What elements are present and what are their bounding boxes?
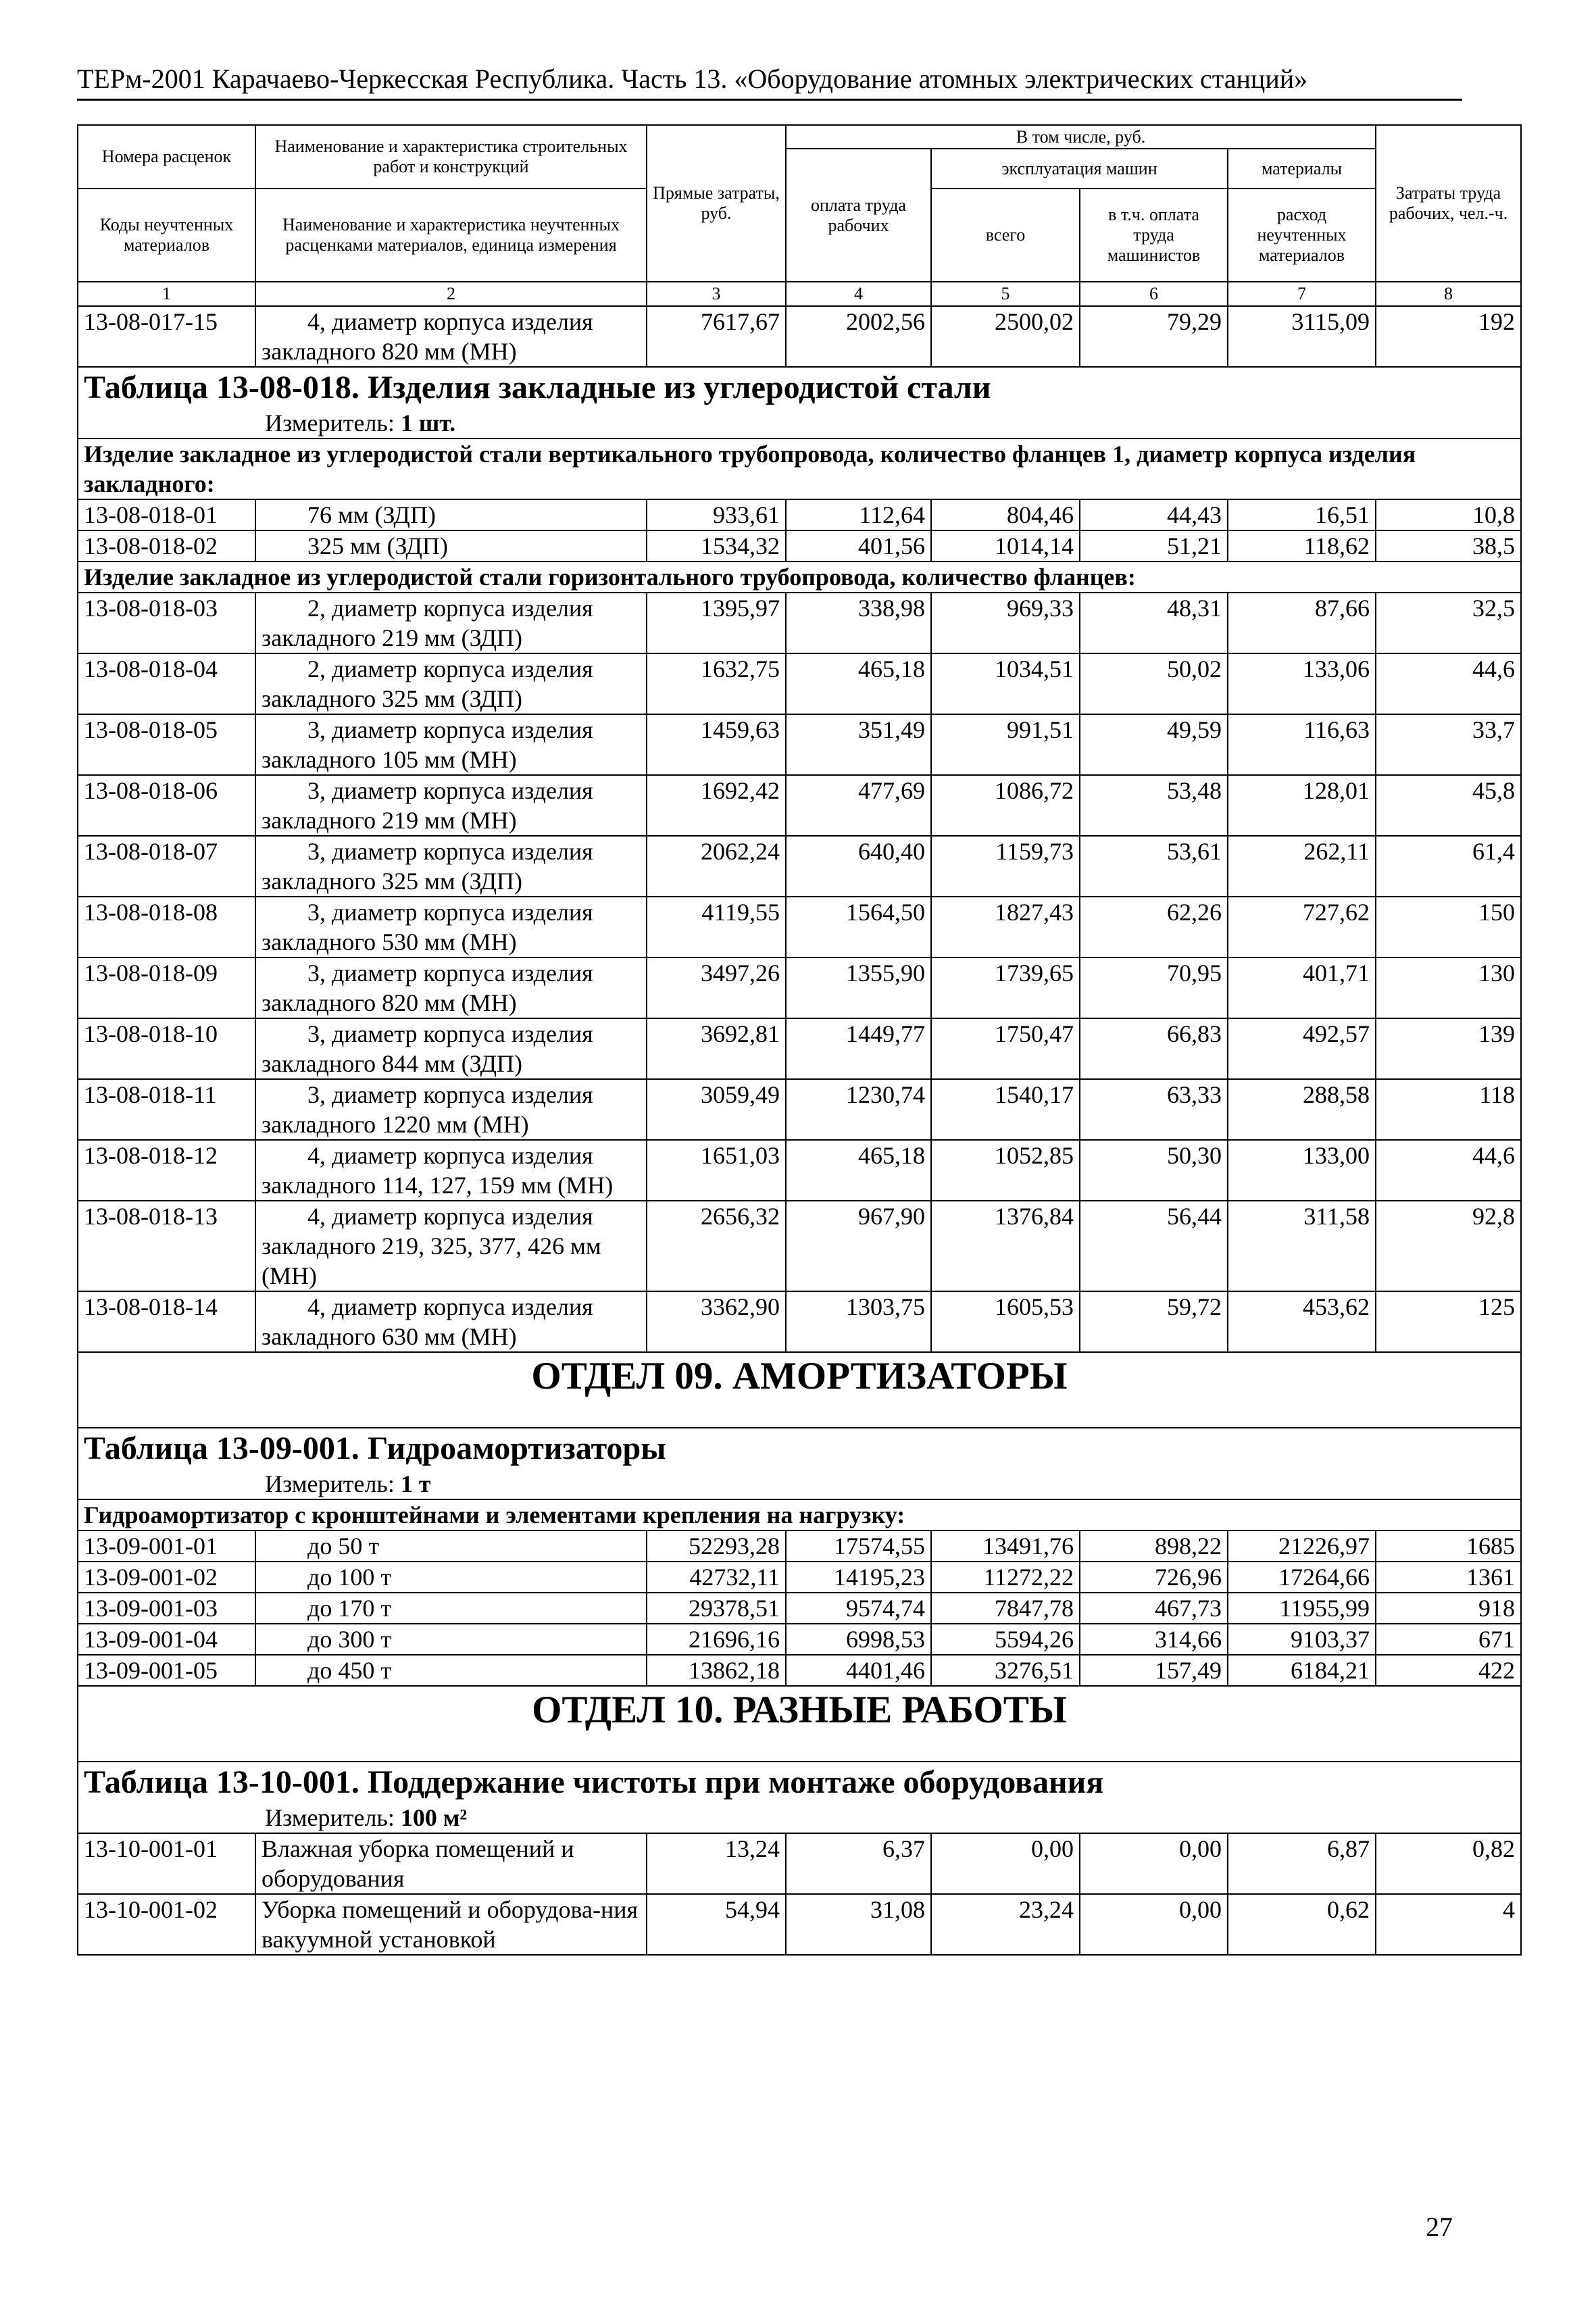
labor-value: 38,5 bbox=[1376, 530, 1521, 562]
labor-value: 45,8 bbox=[1376, 775, 1521, 836]
table-body bbox=[78, 306, 1521, 1955]
wages-value: 31,08 bbox=[786, 1894, 931, 1955]
labor-value: 118 bbox=[1376, 1079, 1521, 1140]
machinist-wages-value: 53,48 bbox=[1080, 775, 1228, 836]
table-title-row bbox=[78, 1762, 1521, 1833]
rate-code: 13-08-018-05 bbox=[78, 714, 255, 775]
unit-line bbox=[84, 1469, 1515, 1499]
rate-code: 13-09-001-01 bbox=[78, 1530, 255, 1562]
group-heading: Изделие закладное из углеродистой стали горизонтального трубопровода, количество фланцев: bbox=[78, 562, 1521, 593]
machinist-wages-value: 726,96 bbox=[1080, 1562, 1228, 1593]
labor-value: 61,4 bbox=[1376, 836, 1521, 897]
rate-code: 13-08-018-13 bbox=[78, 1201, 255, 1291]
unit-label: Измеритель: bbox=[265, 1470, 395, 1497]
labor-value: 139 bbox=[1376, 1018, 1521, 1079]
wages-value: 1303,75 bbox=[786, 1291, 931, 1352]
direct-costs-value: 54,94 bbox=[647, 1894, 786, 1955]
rate-name: до 50 т bbox=[255, 1530, 647, 1562]
direct-costs-value: 1692,42 bbox=[647, 775, 786, 836]
table-row bbox=[78, 957, 1521, 1018]
wages-value: 351,49 bbox=[786, 714, 931, 775]
machines-total-value: 1605,53 bbox=[931, 1291, 1080, 1352]
wages-value: 9574,74 bbox=[786, 1593, 931, 1624]
col-header-labor: Затраты труда рабочих, чел.-ч. bbox=[1376, 125, 1521, 282]
table-row bbox=[78, 714, 1521, 775]
direct-costs-value: 1395,97 bbox=[647, 593, 786, 653]
machinist-wages-value: 467,73 bbox=[1080, 1593, 1228, 1624]
col-header-machines: эксплуатация машин bbox=[931, 149, 1228, 189]
machines-total-value: 1159,73 bbox=[931, 836, 1080, 897]
labor-value: 0,82 bbox=[1376, 1833, 1521, 1894]
materials-value: 6,87 bbox=[1228, 1833, 1376, 1894]
machinist-wages-value: 898,22 bbox=[1080, 1530, 1228, 1562]
rate-name: 3, диаметр корпуса изделия закладного 219 мм (МН) bbox=[255, 775, 647, 836]
table-row bbox=[78, 1562, 1521, 1593]
direct-costs-value: 1459,63 bbox=[647, 714, 786, 775]
rate-code: 13-08-018-14 bbox=[78, 1291, 255, 1352]
group-heading: Гидроамортизатор с кронштейнами и элементами крепления на нагрузку: bbox=[78, 1499, 1521, 1530]
direct-costs-value: 7617,67 bbox=[647, 306, 786, 367]
rate-name: 3, диаметр корпуса изделия закладного 105 мм (МН) bbox=[255, 714, 647, 775]
labor-value: 1685 bbox=[1376, 1530, 1521, 1562]
rate-code: 13-08-018-08 bbox=[78, 897, 255, 957]
materials-value: 0,62 bbox=[1228, 1894, 1376, 1955]
table-row bbox=[78, 1079, 1521, 1140]
machinist-wages-value: 157,49 bbox=[1080, 1655, 1228, 1686]
department-title: ОТДЕЛ 09. АМОРТИЗАТОРЫ bbox=[78, 1352, 1521, 1428]
wages-value: 465,18 bbox=[786, 653, 931, 714]
unit-label: Измеритель: bbox=[265, 1804, 395, 1831]
direct-costs-value: 2656,32 bbox=[647, 1201, 786, 1291]
materials-value: 492,57 bbox=[1228, 1018, 1376, 1079]
direct-costs-value: 3362,90 bbox=[647, 1291, 786, 1352]
table-row bbox=[78, 1894, 1521, 1955]
rate-code: 13-09-001-05 bbox=[78, 1655, 255, 1686]
rate-name: 4, диаметр корпуса изделия закладного 114, 127, 159 мм (МН) bbox=[255, 1140, 647, 1201]
materials-value: 453,62 bbox=[1228, 1291, 1376, 1352]
direct-costs-value: 2062,24 bbox=[647, 836, 786, 897]
rate-code: 13-08-018-10 bbox=[78, 1018, 255, 1079]
direct-costs-value: 3497,26 bbox=[647, 957, 786, 1018]
machinist-wages-value: 70,95 bbox=[1080, 957, 1228, 1018]
direct-costs-value: 3059,49 bbox=[647, 1079, 786, 1140]
rate-name: 4, диаметр корпуса изделия закладного 820 мм (МН) bbox=[255, 306, 647, 367]
col-header-material-codes: Коды неучтенных материалов bbox=[78, 189, 255, 282]
table-row bbox=[78, 1833, 1521, 1894]
table-title: Таблица 13-10-001. Поддержание чистоты при монтаже оборудования bbox=[84, 1764, 1104, 1800]
table-title: Таблица 13-09-001. Гидроамортизаторы bbox=[84, 1430, 666, 1466]
machinist-wages-value: 49,59 bbox=[1080, 714, 1228, 775]
department-row bbox=[78, 1686, 1521, 1762]
table-row bbox=[78, 1624, 1521, 1655]
machines-total-value: 11272,22 bbox=[931, 1562, 1080, 1593]
direct-costs-value: 13,24 bbox=[647, 1833, 786, 1894]
table-row bbox=[78, 1530, 1521, 1562]
rate-code: 13-08-018-07 bbox=[78, 836, 255, 897]
col-header-material-name: Наименование и характеристика неучтенных расценками материалов, единица измерения bbox=[255, 189, 647, 282]
rate-name: 3, диаметр корпуса изделия закладного 1220 мм (МН) bbox=[255, 1079, 647, 1140]
labor-value: 10,8 bbox=[1376, 499, 1521, 530]
machinist-wages-value: 0,00 bbox=[1080, 1894, 1228, 1955]
table-row bbox=[78, 897, 1521, 957]
table-title-row bbox=[78, 367, 1521, 439]
rate-name: до 100 т bbox=[255, 1562, 647, 1593]
machines-total-value: 2500,02 bbox=[931, 306, 1080, 367]
rate-name: 325 мм (ЗДП) bbox=[255, 530, 647, 562]
machines-total-value: 804,46 bbox=[931, 499, 1080, 530]
table-row bbox=[78, 775, 1521, 836]
unit-value: 1 т bbox=[400, 1470, 431, 1497]
wages-value: 17574,55 bbox=[786, 1530, 931, 1562]
wages-value: 640,40 bbox=[786, 836, 931, 897]
rate-name: 3, диаметр корпуса изделия закладного 325 мм (ЗДП) bbox=[255, 836, 647, 897]
group-row bbox=[78, 1499, 1521, 1530]
direct-costs-value: 3692,81 bbox=[647, 1018, 786, 1079]
col-header-materials: материалы bbox=[1228, 149, 1376, 189]
wages-value: 1564,50 bbox=[786, 897, 931, 957]
table-header bbox=[78, 125, 1521, 306]
machinist-wages-value: 66,83 bbox=[1080, 1018, 1228, 1079]
rate-code: 13-09-001-04 bbox=[78, 1624, 255, 1655]
table-title-row bbox=[78, 1428, 1521, 1499]
wages-value: 14195,23 bbox=[786, 1562, 931, 1593]
col-header-machines-total: всего bbox=[931, 189, 1080, 282]
table-row bbox=[78, 593, 1521, 653]
department-title: ОТДЕЛ 10. РАЗНЫЕ РАБОТЫ bbox=[78, 1686, 1521, 1762]
machinist-wages-value: 50,02 bbox=[1080, 653, 1228, 714]
direct-costs-value: 4119,55 bbox=[647, 897, 786, 957]
table-title-cell bbox=[78, 367, 1521, 439]
table-row bbox=[78, 836, 1521, 897]
materials-value: 262,11 bbox=[1228, 836, 1376, 897]
labor-value: 92,8 bbox=[1376, 1201, 1521, 1291]
machinist-wages-value: 56,44 bbox=[1080, 1201, 1228, 1291]
rate-name: до 300 т bbox=[255, 1624, 647, 1655]
machinist-wages-value: 0,00 bbox=[1080, 1833, 1228, 1894]
direct-costs-value: 52293,28 bbox=[647, 1530, 786, 1562]
materials-value: 87,66 bbox=[1228, 593, 1376, 653]
labor-value: 44,6 bbox=[1376, 1140, 1521, 1201]
table-row bbox=[78, 1655, 1521, 1686]
materials-value: 3115,09 bbox=[1228, 306, 1376, 367]
table-title-cell bbox=[78, 1762, 1521, 1833]
table-row bbox=[78, 1018, 1521, 1079]
table-row bbox=[78, 1291, 1521, 1352]
rate-code: 13-08-018-01 bbox=[78, 499, 255, 530]
unit-line bbox=[84, 1803, 1515, 1833]
machines-total-value: 1827,43 bbox=[931, 897, 1080, 957]
table-title: Таблица 13-08-018. Изделия закладные из углеродистой стали bbox=[84, 370, 991, 405]
wages-value: 967,90 bbox=[786, 1201, 931, 1291]
rate-code: 13-08-018-12 bbox=[78, 1140, 255, 1201]
page-number: 27 bbox=[1426, 2212, 1453, 2242]
wages-value: 4401,46 bbox=[786, 1655, 931, 1686]
materials-value: 401,71 bbox=[1228, 957, 1376, 1018]
column-number: 2 bbox=[255, 282, 647, 306]
direct-costs-value: 21696,16 bbox=[647, 1624, 786, 1655]
materials-value: 311,58 bbox=[1228, 1201, 1376, 1291]
machinist-wages-value: 48,31 bbox=[1080, 593, 1228, 653]
column-number: 3 bbox=[647, 282, 786, 306]
table-row bbox=[78, 1140, 1521, 1201]
materials-value: 288,58 bbox=[1228, 1079, 1376, 1140]
machinist-wages-value: 79,29 bbox=[1080, 306, 1228, 367]
labor-value: 130 bbox=[1376, 957, 1521, 1018]
rate-code: 13-08-018-02 bbox=[78, 530, 255, 562]
table-row bbox=[78, 1201, 1521, 1291]
col-header-including: В том числе, руб. bbox=[786, 125, 1376, 149]
materials-value: 21226,97 bbox=[1228, 1530, 1376, 1562]
rate-name: до 450 т bbox=[255, 1655, 647, 1686]
materials-value: 118,62 bbox=[1228, 530, 1376, 562]
machines-total-value: 1739,65 bbox=[931, 957, 1080, 1018]
wages-value: 1355,90 bbox=[786, 957, 931, 1018]
direct-costs-value: 29378,51 bbox=[647, 1593, 786, 1624]
page-header-title: ТЕРм-2001 Карачаево-Черкесская Республика. Часть 13. «Оборудование атомных электрических станций» bbox=[77, 62, 1462, 101]
unit-value: 1 шт. bbox=[400, 409, 456, 437]
direct-costs-value: 1632,75 bbox=[647, 653, 786, 714]
materials-value: 16,51 bbox=[1228, 499, 1376, 530]
rate-name: 4, диаметр корпуса изделия закладного 630 мм (МН) bbox=[255, 1291, 647, 1352]
machines-total-value: 969,33 bbox=[931, 593, 1080, 653]
table-row bbox=[78, 306, 1521, 367]
rate-name: 3, диаметр корпуса изделия закладного 530 мм (МН) bbox=[255, 897, 647, 957]
rate-name: 76 мм (ЗДП) bbox=[255, 499, 647, 530]
rate-name: 2, диаметр корпуса изделия закладного 325 мм (ЗДП) bbox=[255, 653, 647, 714]
materials-value: 6184,21 bbox=[1228, 1655, 1376, 1686]
rate-code: 13-08-018-06 bbox=[78, 775, 255, 836]
rate-code: 13-08-018-04 bbox=[78, 653, 255, 714]
rate-code: 13-08-018-03 bbox=[78, 593, 255, 653]
machinist-wages-value: 59,72 bbox=[1080, 1291, 1228, 1352]
direct-costs-value: 42732,11 bbox=[647, 1562, 786, 1593]
column-number: 8 bbox=[1376, 282, 1521, 306]
machines-total-value: 1086,72 bbox=[931, 775, 1080, 836]
labor-value: 671 bbox=[1376, 1624, 1521, 1655]
group-heading: Изделие закладное из углеродистой стали вертикального трубопровода, количество фланцев 1, диаметр корпуса изделия закладного: bbox=[78, 439, 1521, 499]
machinist-wages-value: 50,30 bbox=[1080, 1140, 1228, 1201]
col-header-wages: оплата труда рабочих bbox=[786, 149, 931, 282]
unit-value: 100 м² bbox=[400, 1804, 468, 1831]
column-number: 4 bbox=[786, 282, 931, 306]
rate-code: 13-08-017-15 bbox=[78, 306, 255, 367]
wages-value: 6998,53 bbox=[786, 1624, 931, 1655]
wages-value: 112,64 bbox=[786, 499, 931, 530]
materials-value: 116,63 bbox=[1228, 714, 1376, 775]
col-header-materials-unaccounted: расход неучтенных материалов bbox=[1228, 189, 1376, 282]
table-title-cell bbox=[78, 1428, 1521, 1499]
table-row bbox=[78, 653, 1521, 714]
rate-name: 2, диаметр корпуса изделия закладного 219 мм (ЗДП) bbox=[255, 593, 647, 653]
machinist-wages-value: 44,43 bbox=[1080, 499, 1228, 530]
labor-value: 33,7 bbox=[1376, 714, 1521, 775]
col-header-machinist-wages: в т.ч. оплата труда машинистов bbox=[1080, 189, 1228, 282]
labor-value: 44,6 bbox=[1376, 653, 1521, 714]
labor-value: 125 bbox=[1376, 1291, 1521, 1352]
wages-value: 338,98 bbox=[786, 593, 931, 653]
machines-total-value: 3276,51 bbox=[931, 1655, 1080, 1686]
labor-value: 4 bbox=[1376, 1894, 1521, 1955]
materials-value: 133,06 bbox=[1228, 653, 1376, 714]
rate-name: Влажная уборка помещений и оборудования bbox=[255, 1833, 647, 1894]
rate-code: 13-08-018-11 bbox=[78, 1079, 255, 1140]
unit-label: Измеритель: bbox=[265, 409, 395, 437]
materials-value: 11955,99 bbox=[1228, 1593, 1376, 1624]
labor-value: 192 bbox=[1376, 306, 1521, 367]
rate-code: 13-09-001-03 bbox=[78, 1593, 255, 1624]
column-number: 6 bbox=[1080, 282, 1228, 306]
col-header-direct-costs: Прямые затраты, руб. bbox=[647, 125, 786, 282]
col-header-work-name: Наименование и характеристика строительных работ и конструкций bbox=[255, 125, 647, 189]
table-row bbox=[78, 1593, 1521, 1624]
direct-costs-value: 933,61 bbox=[647, 499, 786, 530]
machinist-wages-value: 62,26 bbox=[1080, 897, 1228, 957]
labor-value: 1361 bbox=[1376, 1562, 1521, 1593]
machines-total-value: 7847,78 bbox=[931, 1593, 1080, 1624]
machines-total-value: 13491,76 bbox=[931, 1530, 1080, 1562]
rate-name: Уборка помещений и оборудова-ния вакуумной установкой bbox=[255, 1894, 647, 1955]
direct-costs-value: 1651,03 bbox=[647, 1140, 786, 1201]
column-numbers-row bbox=[78, 282, 1521, 306]
table-row bbox=[78, 499, 1521, 530]
labor-value: 32,5 bbox=[1376, 593, 1521, 653]
labor-value: 422 bbox=[1376, 1655, 1521, 1686]
labor-value: 918 bbox=[1376, 1593, 1521, 1624]
machines-total-value: 1376,84 bbox=[931, 1201, 1080, 1291]
rate-code: 13-10-001-02 bbox=[78, 1894, 255, 1955]
machinist-wages-value: 63,33 bbox=[1080, 1079, 1228, 1140]
materials-value: 9103,37 bbox=[1228, 1624, 1376, 1655]
table-row bbox=[78, 530, 1521, 562]
rate-name: 4, диаметр корпуса изделия закладного 219, 325, 377, 426 мм (МН) bbox=[255, 1201, 647, 1291]
machines-total-value: 0,00 bbox=[931, 1833, 1080, 1894]
direct-costs-value: 1534,32 bbox=[647, 530, 786, 562]
rate-code: 13-08-018-09 bbox=[78, 957, 255, 1018]
machines-total-value: 1750,47 bbox=[931, 1018, 1080, 1079]
machines-total-value: 1540,17 bbox=[931, 1079, 1080, 1140]
wages-value: 2002,56 bbox=[786, 306, 931, 367]
machines-total-value: 5594,26 bbox=[931, 1624, 1080, 1655]
machinist-wages-value: 53,61 bbox=[1080, 836, 1228, 897]
materials-value: 727,62 bbox=[1228, 897, 1376, 957]
department-row bbox=[78, 1352, 1521, 1428]
rate-name: 3, диаметр корпуса изделия закладного 820 мм (МН) bbox=[255, 957, 647, 1018]
machines-total-value: 991,51 bbox=[931, 714, 1080, 775]
group-row bbox=[78, 439, 1521, 499]
column-number: 1 bbox=[78, 282, 255, 306]
col-header-rate-numbers: Номера расценок bbox=[78, 125, 255, 189]
materials-value: 133,00 bbox=[1228, 1140, 1376, 1201]
wages-value: 1230,74 bbox=[786, 1079, 931, 1140]
rate-code: 13-09-001-02 bbox=[78, 1562, 255, 1593]
machinist-wages-value: 314,66 bbox=[1080, 1624, 1228, 1655]
wages-value: 477,69 bbox=[786, 775, 931, 836]
machines-total-value: 1014,14 bbox=[931, 530, 1080, 562]
group-row bbox=[78, 562, 1521, 593]
wages-value: 6,37 bbox=[786, 1833, 931, 1894]
wages-value: 465,18 bbox=[786, 1140, 931, 1201]
rates-table bbox=[77, 124, 1522, 1956]
machinist-wages-value: 51,21 bbox=[1080, 530, 1228, 562]
materials-value: 17264,66 bbox=[1228, 1562, 1376, 1593]
machines-total-value: 1052,85 bbox=[931, 1140, 1080, 1201]
machines-total-value: 23,24 bbox=[931, 1894, 1080, 1955]
column-number: 7 bbox=[1228, 282, 1376, 306]
rate-code: 13-10-001-01 bbox=[78, 1833, 255, 1894]
wages-value: 1449,77 bbox=[786, 1018, 931, 1079]
wages-value: 401,56 bbox=[786, 530, 931, 562]
direct-costs-value: 13862,18 bbox=[647, 1655, 786, 1686]
labor-value: 150 bbox=[1376, 897, 1521, 957]
machines-total-value: 1034,51 bbox=[931, 653, 1080, 714]
materials-value: 128,01 bbox=[1228, 775, 1376, 836]
unit-line bbox=[84, 408, 1515, 438]
rate-name: до 170 т bbox=[255, 1593, 647, 1624]
rate-name: 3, диаметр корпуса изделия закладного 844 мм (ЗДП) bbox=[255, 1018, 647, 1079]
column-number: 5 bbox=[931, 282, 1080, 306]
